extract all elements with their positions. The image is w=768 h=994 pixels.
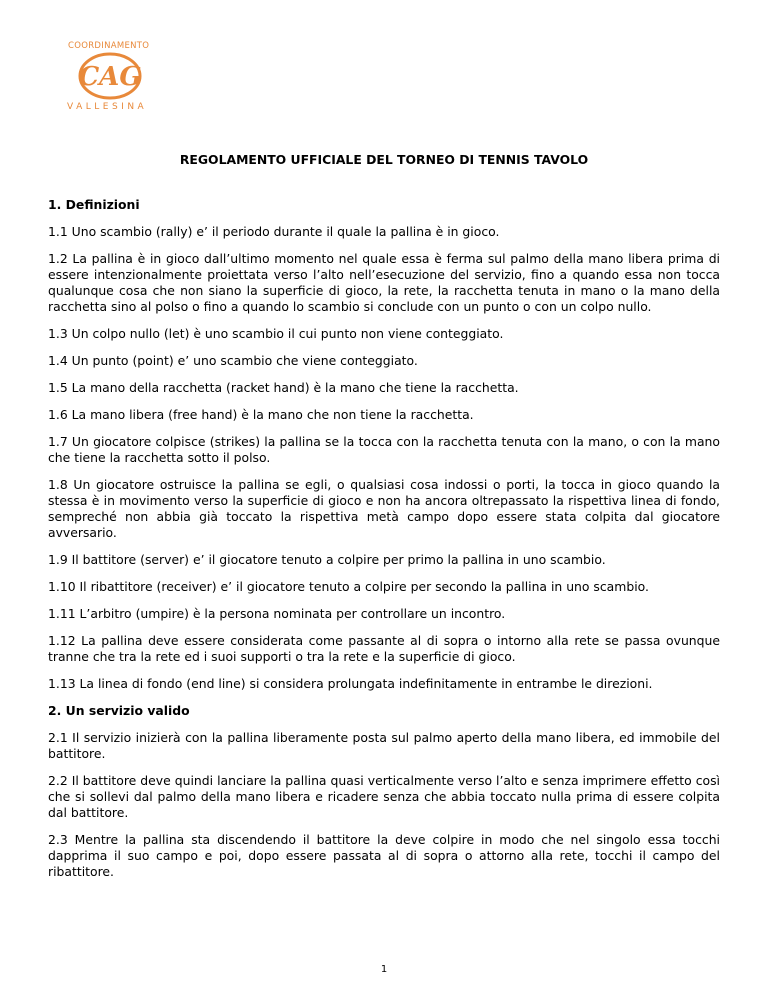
paragraph: 1.12 La pallina deve essere considerata come passante al di sopra o intorno alla rete se passa ovunque tranne che tra la rete ed i suoi supporti o tra la rete e la superficie di gioco. [48,633,720,664]
paragraph: 1.4 Un punto (point) e’ uno scambio che viene conteggiato. [48,353,418,368]
logo-bottom-text: VALLESINA [67,102,148,112]
paragraph: 1.7 Un giocatore colpisce (strikes) la pallina se la tocca con la racchetta tenuta con la mano, o con la mano che tiene la racchetta sotto il polso. [48,434,720,465]
paragraph: 2.1 Il servizio inizierà con la pallina liberamente posta sul palmo aperto della mano libera, ed immobile del battitore. [48,730,720,761]
paragraph: 1.2 La pallina è in gioco dall’ultimo momento nel quale essa è ferma sul palmo della mano libera prima di essere intenzionalmente proiettata verso l’alto nell’esecuzione del servizio, fino a quando essa non tocca qualunque cosa che non siano la superficie di gioco, la rete, la racchetta tenuta in mano o la mano della racchetta sino al polso o fino a quando lo scambio si conclude con un punto o con un colpo nullo. [48,251,720,314]
logo-mark [74,50,146,104]
document-title: REGOLAMENTO UFFICIALE DEL TORNEO DI TENNIS TAVOLO [179,152,589,167]
paragraph: 1.5 La mano della racchetta (racket hand) è la mano che tiene la racchetta. [48,380,519,395]
page-number: 1 [380,964,388,975]
paragraph: 1.13 La linea di fondo (end line) si considera prolungata indefinitamente in entrambe le direzioni. [48,676,653,691]
cag-logo [60,36,160,116]
logo-main-text: CAG [78,62,142,92]
paragraph: 1.8 Un giocatore ostruisce la pallina se egli, o qualsiasi cosa indossi o porti, la tocca in gioco quando la stessa è in movimento verso la superficie di gioco e non ha ancora oltrepassato la rispettiva linea di fondo, sempreché non abbia già toccato la rispettiva metà campo dopo essere stata colpita dal giocatore avversario. [48,477,720,540]
paragraph: 1.11 L’arbitro (umpire) è la persona nominata per controllare un incontro. [48,606,506,621]
paragraph: 1.10 Il ribattitore (receiver) e’ il giocatore tenuto a colpire per secondo la pallina in uno scambio. [48,579,649,594]
paragraph: 1.6 La mano libera (free hand) è la mano che non tiene la racchetta. [48,407,474,422]
section-heading: 2. Un servizio valido [48,703,190,718]
paragraph: 1.3 Un colpo nullo (let) è uno scambio il cui punto non viene conteggiato. [48,326,504,341]
document-body [48,197,720,891]
paragraph: 1.9 Il battitore (server) e’ il giocatore tenuto a colpire per primo la pallina in uno scambio. [48,552,606,567]
logo-top-text: COORDINAMENTO [68,41,150,51]
paragraph: 1.1 Uno scambio (rally) e’ il periodo durante il quale la pallina è in gioco. [48,224,500,239]
paragraph: 2.3 Mentre la pallina sta discendendo il battitore la deve colpire in modo che nel singolo essa tocchi dapprima il suo campo e poi, dopo essere passata al di sopra o attorno alla rete, tocchi il campo del ribattitore. [48,832,720,879]
paragraph: 2.2 Il battitore deve quindi lanciare la pallina quasi verticalmente verso l’alto e senza imprimere effetto così che si sollevi dal palmo della mano libera e ricadere senza che abbia toccato nulla prima di essere colpita dal battitore. [48,773,720,820]
section-heading: 1. Definizioni [48,197,140,212]
